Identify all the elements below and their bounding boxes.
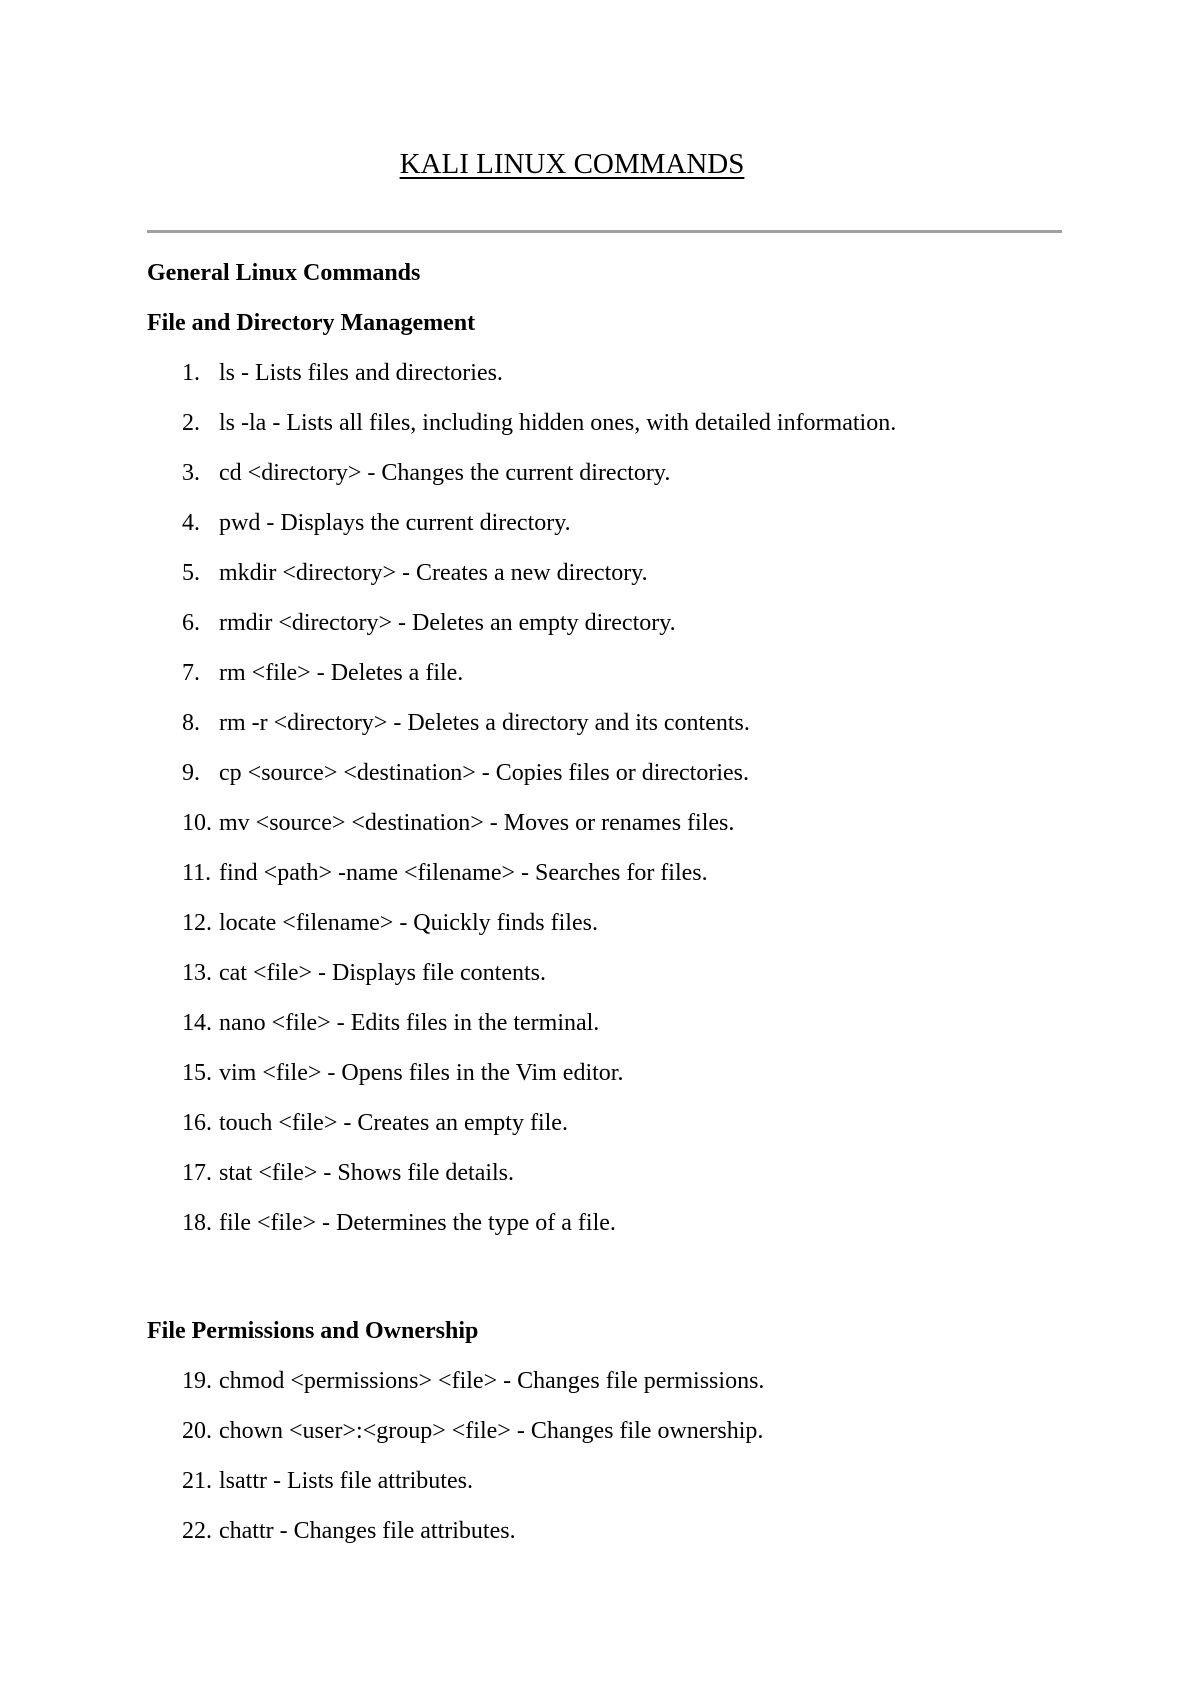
item-text: rm <file> - Deletes a file. bbox=[219, 660, 464, 686]
list-item bbox=[147, 358, 1097, 388]
item-text: pwd - Displays the current directory. bbox=[219, 510, 571, 536]
item-number: 7. bbox=[182, 660, 200, 686]
item-number: 8. bbox=[182, 710, 200, 736]
item-number: 19. bbox=[182, 1368, 212, 1394]
item-number: 1. bbox=[182, 360, 200, 386]
item-number: 17. bbox=[182, 1160, 212, 1186]
item-number: 20. bbox=[182, 1418, 212, 1444]
item-number: 14. bbox=[182, 1010, 212, 1036]
item-text: find <path> -name <filename> - Searches for files. bbox=[219, 860, 708, 886]
item-text: ls - Lists files and directories. bbox=[219, 360, 503, 386]
list-item bbox=[147, 458, 1097, 488]
item-text: ls -la - Lists all files, including hidden ones, with detailed information. bbox=[219, 410, 897, 436]
item-number: 2. bbox=[182, 410, 200, 436]
item-text: nano <file> - Edits files in the terminal. bbox=[219, 1010, 600, 1036]
list-item bbox=[147, 408, 1097, 438]
document-title: KALI LINUX COMMANDS bbox=[399, 148, 745, 180]
item-text: vim <file> - Opens files in the Vim editor. bbox=[219, 1060, 624, 1086]
list-item bbox=[147, 1466, 1097, 1496]
list-item bbox=[147, 1208, 1097, 1238]
subsection-heading-permissions: File Permissions and Ownership bbox=[147, 1318, 479, 1344]
item-text: cd <directory> - Changes the current directory. bbox=[219, 460, 671, 486]
list-item bbox=[147, 558, 1097, 588]
list-item bbox=[147, 808, 1097, 838]
section-heading-general: General Linux Commands bbox=[147, 260, 421, 286]
item-number: 10. bbox=[182, 810, 212, 836]
list-item bbox=[147, 858, 1097, 888]
section-file-permissions bbox=[147, 1316, 1097, 1546]
item-number: 9. bbox=[182, 760, 200, 786]
list-item bbox=[147, 1158, 1097, 1188]
item-text: stat <file> - Shows file details. bbox=[219, 1160, 515, 1186]
item-text: rmdir <directory> - Deletes an empty directory. bbox=[219, 610, 676, 636]
list-item bbox=[147, 758, 1097, 788]
list-item bbox=[147, 1008, 1097, 1038]
item-number: 21. bbox=[182, 1468, 212, 1494]
item-text: chattr - Changes file attributes. bbox=[219, 1518, 516, 1544]
item-text: file <file> - Determines the type of a file. bbox=[219, 1210, 616, 1236]
list-item bbox=[147, 508, 1097, 538]
item-text: touch <file> - Creates an empty file. bbox=[219, 1110, 568, 1136]
section-file-directory-management bbox=[147, 258, 1097, 1238]
item-text: mkdir <directory> - Creates a new directory. bbox=[219, 560, 648, 586]
item-text: locate <filename> - Quickly finds files. bbox=[219, 910, 598, 936]
command-list-permissions bbox=[147, 1366, 1097, 1546]
list-item bbox=[147, 658, 1097, 688]
list-item bbox=[147, 1108, 1097, 1138]
command-list-files bbox=[147, 358, 1097, 1238]
list-item bbox=[147, 958, 1097, 988]
item-number: 6. bbox=[182, 610, 200, 636]
item-number: 13. bbox=[182, 960, 212, 986]
list-item bbox=[147, 1516, 1097, 1546]
item-number: 11. bbox=[182, 860, 212, 886]
item-text: cat <file> - Displays file contents. bbox=[219, 960, 546, 986]
subsection-heading-files: File and Directory Management bbox=[147, 310, 476, 336]
item-text: mv <source> <destination> - Moves or renames files. bbox=[219, 810, 735, 836]
list-item bbox=[147, 1416, 1097, 1446]
list-item bbox=[147, 708, 1097, 738]
item-number: 15. bbox=[182, 1060, 212, 1086]
item-text: chmod <permissions> <file> - Changes file permissions. bbox=[219, 1368, 765, 1394]
item-number: 18. bbox=[182, 1210, 212, 1236]
list-item bbox=[147, 1366, 1097, 1396]
item-number: 5. bbox=[182, 560, 200, 586]
list-item bbox=[147, 608, 1097, 638]
item-number: 16. bbox=[182, 1110, 212, 1136]
item-number: 22. bbox=[182, 1518, 212, 1544]
item-text: chown <user>:<group> <file> - Changes file ownership. bbox=[219, 1418, 764, 1444]
item-text: lsattr - Lists file attributes. bbox=[219, 1468, 473, 1494]
item-text: cp <source> <destination> - Copies files or directories. bbox=[219, 760, 750, 786]
list-item bbox=[147, 908, 1097, 938]
item-number: 3. bbox=[182, 460, 200, 486]
horizontal-divider bbox=[147, 230, 1062, 233]
list-item bbox=[147, 1058, 1097, 1088]
item-number: 4. bbox=[182, 510, 200, 536]
item-number: 12. bbox=[182, 910, 212, 936]
item-text: rm -r <directory> - Deletes a directory and its contents. bbox=[219, 710, 750, 736]
